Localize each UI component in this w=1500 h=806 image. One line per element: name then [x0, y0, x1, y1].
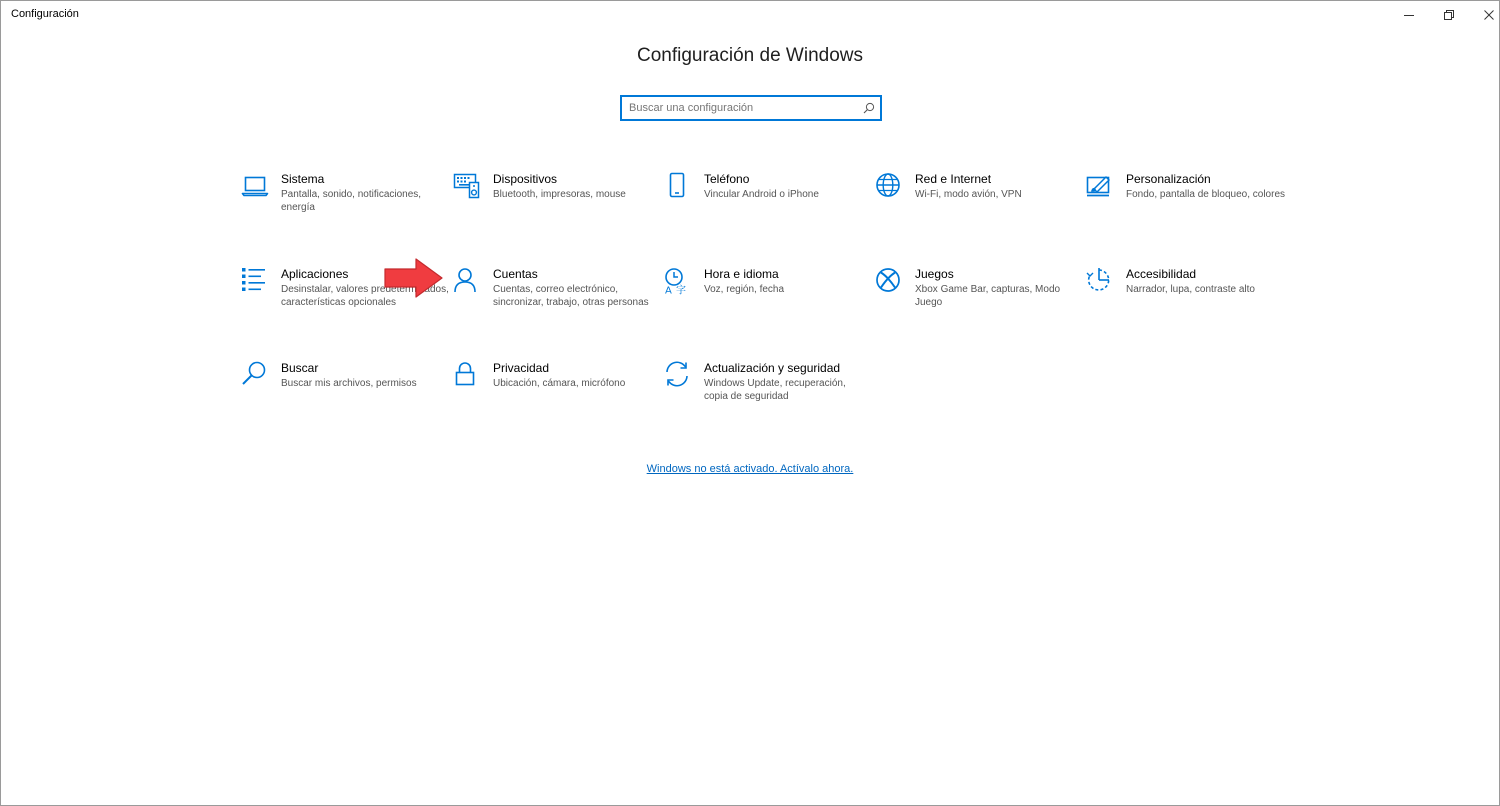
category-label: Hora e idioma: [704, 267, 779, 281]
svg-text:A: A: [665, 285, 672, 295]
minimize-icon: [1403, 9, 1415, 21]
category-hora-idioma[interactable]: [664, 267, 864, 347]
category-buscar[interactable]: [241, 361, 441, 441]
category-dispositivos[interactable]: [453, 172, 653, 252]
category-description: Windows Update, recuperación, copia de seguridad: [704, 378, 846, 402]
category-juegos[interactable]: [875, 267, 1075, 347]
window-title: Configuración: [11, 8, 79, 20]
close-icon: [1483, 9, 1495, 21]
clock-language-icon: [664, 267, 692, 295]
category-label: Dispositivos: [493, 172, 558, 186]
category-label: Privacidad: [493, 361, 550, 375]
category-description: Voz, región, fecha: [704, 284, 785, 295]
category-label: Actualización y seguridad: [704, 361, 841, 375]
category-sistema[interactable]: [241, 172, 441, 252]
category-description: Fondo, pantalla de bloqueo, colores: [1126, 189, 1286, 200]
category-label: Personalización: [1126, 172, 1211, 186]
xbox-icon: [875, 267, 903, 295]
category-description: Desinstalar, valores predeterminados, características opcionales: [281, 284, 449, 308]
category-label: Accesibilidad: [1126, 267, 1197, 281]
restore-icon: [1443, 9, 1455, 21]
highlight-arrow: [383, 257, 445, 299]
keyboard-speaker-icon: [453, 172, 481, 200]
category-description: Ubicación, cámara, micrófono: [493, 378, 626, 389]
category-description: Buscar mis archivos, permisos: [281, 378, 417, 389]
category-description: Vincular Android o iPhone: [704, 189, 819, 200]
category-description: Bluetooth, impresoras, mouse: [493, 189, 626, 200]
lock-icon: [453, 361, 481, 389]
accessibility-timer-icon: [1086, 267, 1114, 295]
search-box[interactable]: [620, 95, 882, 121]
sync-icon: [664, 361, 692, 389]
category-description: Pantalla, sonido, notificaciones, energía: [281, 189, 422, 213]
category-accesibilidad[interactable]: [1086, 267, 1286, 347]
phone-icon: [664, 172, 692, 200]
search-icon: [241, 361, 269, 389]
category-label: Buscar: [281, 361, 319, 375]
close-button[interactable]: [1466, 1, 1500, 29]
page-title: Configuración de Windows: [636, 45, 863, 66]
category-actualizacion-seguridad[interactable]: [664, 361, 864, 441]
category-description: Wi-Fi, modo avión, VPN: [915, 189, 1022, 200]
category-label: Juegos: [915, 267, 954, 281]
category-personalizacion[interactable]: [1086, 172, 1286, 252]
category-description: Cuentas, correo electrónico, sincronizar, trabajo, otras personas: [493, 284, 649, 308]
search-icon[interactable]: [863, 102, 875, 114]
svg-text:字: 字: [676, 285, 686, 295]
activate-windows-link[interactable]: Windows no está activado. Actívalo ahora.: [646, 463, 854, 475]
person-icon: [453, 267, 481, 295]
category-privacidad[interactable]: [453, 361, 653, 441]
search-input[interactable]: [622, 97, 859, 119]
apps-list-icon: [241, 267, 269, 295]
category-red-internet[interactable]: [875, 172, 1075, 252]
title-bar[interactable]: [1, 1, 1499, 29]
laptop-icon: [241, 172, 269, 200]
category-description: Narrador, lupa, contraste alto: [1126, 284, 1255, 295]
category-label: Sistema: [281, 172, 325, 186]
category-cuentas[interactable]: [453, 267, 653, 347]
category-label: Teléfono: [704, 172, 750, 186]
category-label: Aplicaciones: [281, 267, 349, 281]
paint-icon: [1086, 172, 1114, 200]
category-label: Cuentas: [493, 267, 538, 281]
activation-notice: [0, 459, 1500, 477]
globe-icon: [875, 172, 903, 200]
category-telefono[interactable]: [664, 172, 864, 252]
category-description: Xbox Game Bar, capturas, Modo Juego: [915, 284, 1061, 308]
category-label: Red e Internet: [915, 172, 992, 186]
